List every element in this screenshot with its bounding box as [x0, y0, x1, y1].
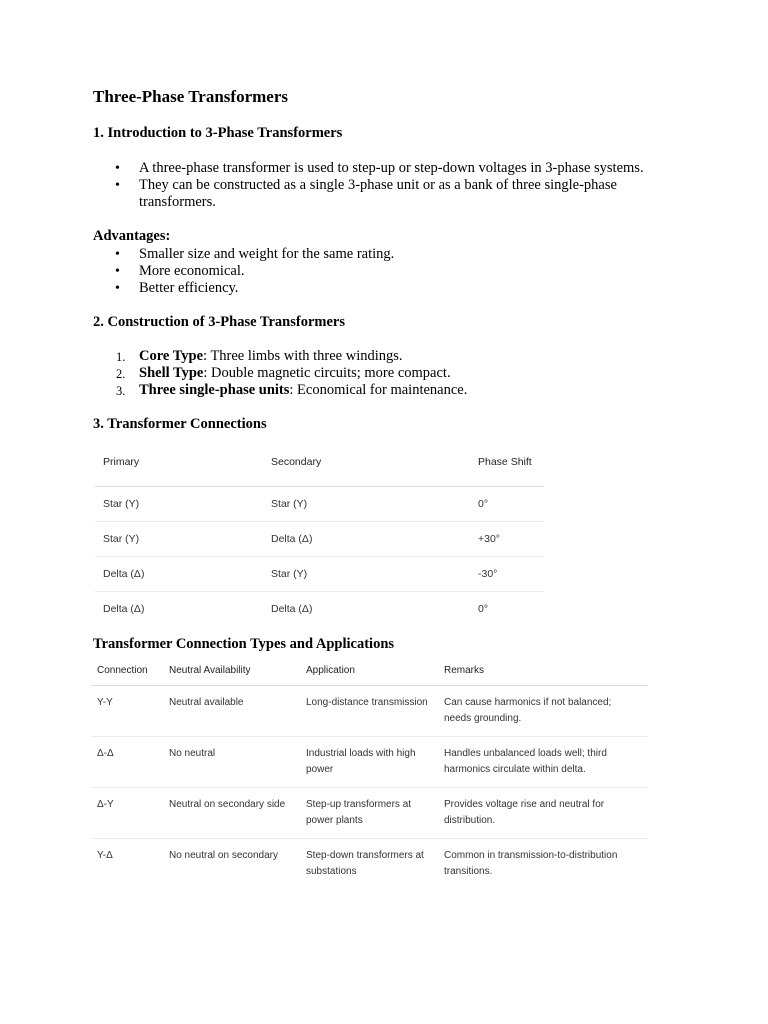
table-cell: Star (Y)	[95, 487, 263, 522]
table-row	[91, 737, 647, 788]
table-cell: Y-Y	[91, 686, 163, 737]
table-cell: No neutral	[163, 737, 300, 788]
table-row	[95, 557, 544, 592]
table-cell: Industrial loads with high power	[300, 737, 438, 788]
section-3-heading: 3. Transformer Connections	[93, 416, 267, 432]
table-cell: Δ-Δ	[91, 737, 163, 788]
advantages-heading: Advantages:	[93, 228, 171, 244]
connection-types-heading: Transformer Connection Types and Applications	[93, 636, 395, 652]
table-cell: Step-down transformers at substations	[306, 850, 424, 877]
table-cell: No neutral on secondary	[169, 850, 278, 861]
section-1-heading: 1. Introduction to 3-Phase Transformers	[93, 125, 343, 141]
list-number: 1.	[116, 350, 126, 364]
table-row	[95, 522, 544, 557]
table-cell: Provides voltage rise and neutral for distribution.	[438, 788, 647, 839]
table-cell: Star (Y)	[263, 557, 470, 592]
table-cell: Step-up transformers at power plants	[300, 788, 438, 839]
column-header: Application	[300, 664, 438, 686]
table-cell: Long-distance transmission	[300, 686, 438, 737]
list-number: 3.	[116, 384, 126, 398]
table-row	[91, 788, 647, 839]
list-item: • They can be constructed as a single 3-phase unit or as a bank of three single-phase transformers.	[93, 177, 663, 211]
list-desc: : Double magnetic circuits; more compact.	[203, 365, 451, 381]
list-item: • More economical.	[93, 263, 663, 280]
table-row	[91, 839, 647, 890]
table-row	[91, 686, 647, 737]
table-cell: Neutral available	[163, 686, 300, 737]
column-header: Primary	[95, 454, 263, 487]
table-cell: Handles unbalanced loads well; third harmonics circulate within delta.	[438, 737, 647, 788]
table-cell: Common in transmission-to-distribution transitions.	[444, 850, 618, 877]
list-item	[93, 382, 663, 399]
table-cell: 0°	[478, 603, 489, 615]
table-header-row	[91, 664, 647, 686]
list-desc: : Economical for maintenance.	[289, 382, 468, 398]
list-desc: : Three limbs with three windings.	[203, 348, 403, 364]
page-title: Three-Phase Transformers	[93, 87, 288, 106]
table-cell: Δ-Y	[91, 788, 163, 839]
table-cell: Star (Y)	[263, 487, 470, 522]
list-item: • Smaller size and weight for the same rating.	[93, 246, 663, 263]
list-item	[93, 348, 663, 365]
list-item: • A three-phase transformer is used to step-up or step-down voltages in 3-phase systems.	[93, 160, 663, 177]
table-cell: Delta (Δ)	[271, 603, 313, 615]
table-cell: Delta (Δ)	[95, 557, 263, 592]
table-cell: Can cause harmonics if not balanced; needs grounding.	[438, 686, 647, 737]
list-term: Shell Type	[139, 365, 204, 381]
list-term: Three single-phase units	[139, 382, 290, 398]
connection-types-table	[91, 664, 647, 889]
table-cell: Delta (Δ)	[263, 522, 470, 557]
construction-numbered-list	[93, 348, 663, 399]
column-header: Remarks	[438, 664, 647, 686]
table-cell: -30°	[470, 557, 544, 592]
table-cell: Y-Δ	[97, 850, 113, 861]
document-page	[93, 86, 663, 889]
advantages-bullet-list	[93, 246, 663, 297]
table-header-row	[95, 454, 544, 487]
table-cell: Star (Y)	[95, 522, 263, 557]
list-item	[93, 365, 663, 382]
list-item: • Better efficiency.	[93, 280, 663, 297]
section-2-heading: 2. Construction of 3-Phase Transformers	[93, 314, 345, 330]
list-number: 2.	[116, 367, 126, 381]
column-header: Secondary	[263, 454, 470, 487]
table-cell: 0°	[470, 487, 544, 522]
connections-table	[95, 454, 544, 626]
column-header: Connection	[91, 664, 163, 686]
table-row	[95, 592, 544, 627]
column-header: Neutral Availability	[163, 664, 300, 686]
table-row	[95, 487, 544, 522]
intro-bullet-list	[93, 160, 663, 211]
table-cell: Neutral on secondary side	[163, 788, 300, 839]
list-term: Core Type	[139, 348, 204, 364]
table-cell: +30°	[470, 522, 544, 557]
column-header: Phase Shift	[470, 454, 544, 487]
table-cell: Delta (Δ)	[103, 603, 145, 615]
